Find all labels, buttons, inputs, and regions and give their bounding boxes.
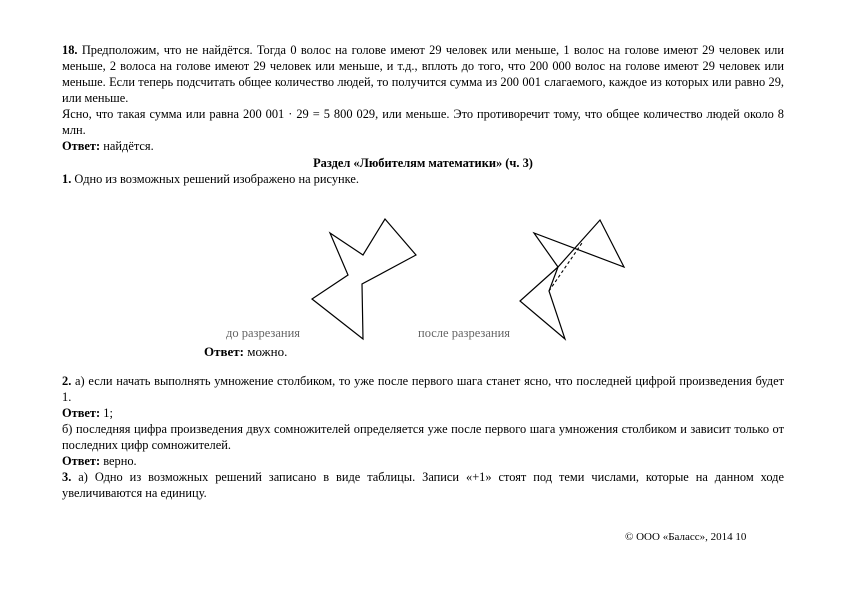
problem-1-number: 1. (62, 172, 72, 186)
document-page (62, 42, 784, 501)
problem-2-number: 2. (62, 374, 72, 388)
shape-after-cutting-upper (534, 220, 624, 267)
cutting-figure (62, 187, 784, 357)
problem-1-paragraph (62, 171, 784, 187)
page-footer: © ООО «Баласс», 2014 10 (625, 531, 747, 543)
shape-after-cutting-lower (520, 267, 565, 339)
problem-3-text: а) Одно из возможных решений записано в виде таблицы. Записи «+1» стоят под теми числами, которые на данном ходе увеличиваются на единицу. (62, 470, 784, 500)
problem-2a-answer (62, 405, 784, 421)
answer-label: Ответ: (204, 344, 245, 359)
problem-18-text: Предположим, что не найдётся. Тогда 0 волос на голове имеют 29 человек или меньше, 1 волос на голове имеют 29 человек или меньше, 2 волоса на голове имеют 29 человек или меньше, и т.д., вплоть до того, что 200 000 волос на голове имеют 29 человек или меньше. Если теперь подсчитать общее количество людей, то получится сумма из 200 001 слагаемого, каждое из которых или равно 29, или меньше. (62, 43, 784, 105)
answer-text: верно. (103, 454, 137, 468)
problem-18-answer (62, 138, 784, 154)
answer-text: можно. (247, 344, 288, 359)
problem-18-number: 18. (62, 43, 78, 57)
problem-3-number: 3. (62, 470, 72, 484)
answer-text: найдётся. (103, 139, 154, 153)
figure-answer (204, 344, 287, 360)
problem-2a-text: а) если начать выполнять умножение столбиком, то уже после первого шага станет ясно, что последней цифрой произведения будет 1. (62, 374, 784, 404)
problem-1-text: Одно из возможных решений изображено на рисунке. (74, 172, 359, 186)
answer-text: 1; (103, 406, 113, 420)
problem-18-paragraph-2: Ясно, что такая сумма или равна 200 001 · 29 = 5 800 029, или меньше. Это противоречит тому, что общее количество людей около 8 млн. (62, 107, 784, 137)
answer-label: Ответ: (62, 139, 101, 153)
cut-line (549, 243, 582, 291)
problem-2a-paragraph (62, 373, 784, 405)
answer-label: Ответ: (62, 454, 101, 468)
shape-before-cutting (312, 219, 416, 339)
caption-after-cutting: после разрезания (418, 326, 511, 340)
problem-18-paragraph (62, 42, 784, 106)
section-title: Раздел «Любителям математики» (ч. 3) (313, 156, 533, 170)
spacer (62, 357, 784, 373)
problem-2b-answer (62, 453, 784, 469)
answer-label: Ответ: (62, 406, 101, 420)
problem-2b-paragraph: б) последняя цифра произведения двух сомножителей определяется уже после первого шага умножения столбиком и зависит только от последних цифр сомножителей. (62, 422, 784, 452)
problem-3-paragraph (62, 469, 784, 501)
caption-before-cutting: до разрезания (226, 326, 301, 340)
